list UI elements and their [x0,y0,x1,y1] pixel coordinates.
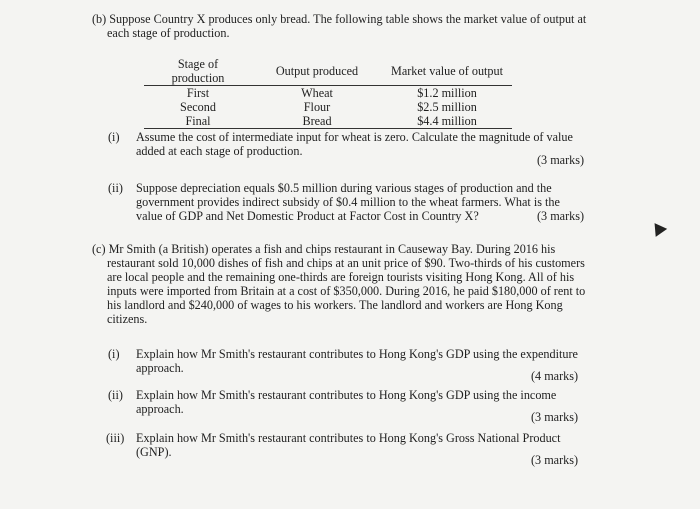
part-c-intro-line4: inputs were imported from Britain at a cost of $350,000. During 2016, he paid $180,000 of rent to [107,284,586,298]
table-header-stage: Stage of production [144,57,252,86]
question-b-ii-line2: government provides indirect subsidy of $0.4 million to the wheat farmers. What is the [136,195,560,209]
question-c-iii-marks: (3 marks) [531,453,579,467]
question-b-i-line2: added at each stage of production. [136,144,303,158]
table-header-row [144,57,512,86]
question-b-ii-line3: value of GDP and Net Domestic Product at Factor Cost in Country X? [136,209,479,223]
table-cell: Flour [303,100,331,114]
part-c-intro-line1: (c) Mr Smith (a British) operates a fish and chips restaurant in Causeway Bay. During 2016 his [92,242,556,256]
part-c-intro-line2: restaurant sold 10,000 dishes of fish and chips at an unit price of $90. Two-thirds of his customers [107,256,585,270]
question-b-ii-number: (ii) [108,181,123,195]
question-b-i-line1: Assume the cost of intermediate input for wheat is zero. Calculate the magnitude of value [136,130,573,144]
table-row [144,100,512,114]
table-header-output: Output produced [252,57,382,86]
table-cell: $1.2 million [417,86,477,100]
table-cell: Wheat [301,86,333,100]
table-row [144,86,512,101]
part-b-intro-line1: (b) Suppose Country X produces only bread. The following table shows the market value of output at [92,12,587,26]
question-c-ii-number: (ii) [108,388,123,402]
question-b-i-number: (i) [108,130,120,144]
table-cell: Second [180,100,216,114]
question-b-ii-marks: (3 marks) [537,209,585,223]
table-cell: Final [144,114,252,129]
question-c-i-line1: Explain how Mr Smith's restaurant contributes to Hong Kong's GDP using the expenditure [136,347,578,361]
question-c-ii-marks: (3 marks) [531,410,579,424]
part-b-intro-line2: each stage of production. [107,26,230,40]
production-table [144,57,512,129]
question-c-iii-line1: Explain how Mr Smith's restaurant contributes to Hong Kong's Gross National Product [136,431,561,445]
question-b-ii-line1: Suppose depreciation equals $0.5 million during various stages of production and the [136,181,552,195]
table-header-market-value: Market value of output [382,57,512,86]
table-cell: $2.5 million [417,100,477,114]
question-c-i-number: (i) [108,347,120,361]
question-b-i-marks: (3 marks) [537,153,585,167]
table-cell: $4.4 million [382,114,512,129]
question-c-i-marks: (4 marks) [531,369,579,383]
part-c-intro-line6: citizens. [107,312,148,326]
question-c-iii-line2: (GNP). [136,445,172,459]
question-c-iii-number: (iii) [106,431,125,445]
mouse-pointer-icon [649,219,667,237]
table-cell: First [186,86,210,100]
question-c-ii-line2: approach. [136,402,184,416]
question-c-ii-line1: Explain how Mr Smith's restaurant contributes to Hong Kong's GDP using the income [136,388,557,402]
part-c-intro-line3: are local people and the remaining one-thirds are foreign tourists visiting Hong Kong. All of his [107,270,575,284]
part-c-intro-line5: his landlord and $240,000 of wages to his workers. The landlord and workers are Hong Kong [107,298,563,312]
table-row [144,114,512,129]
question-c-i-line2: approach. [136,361,184,375]
table-cell: Bread [252,114,382,129]
